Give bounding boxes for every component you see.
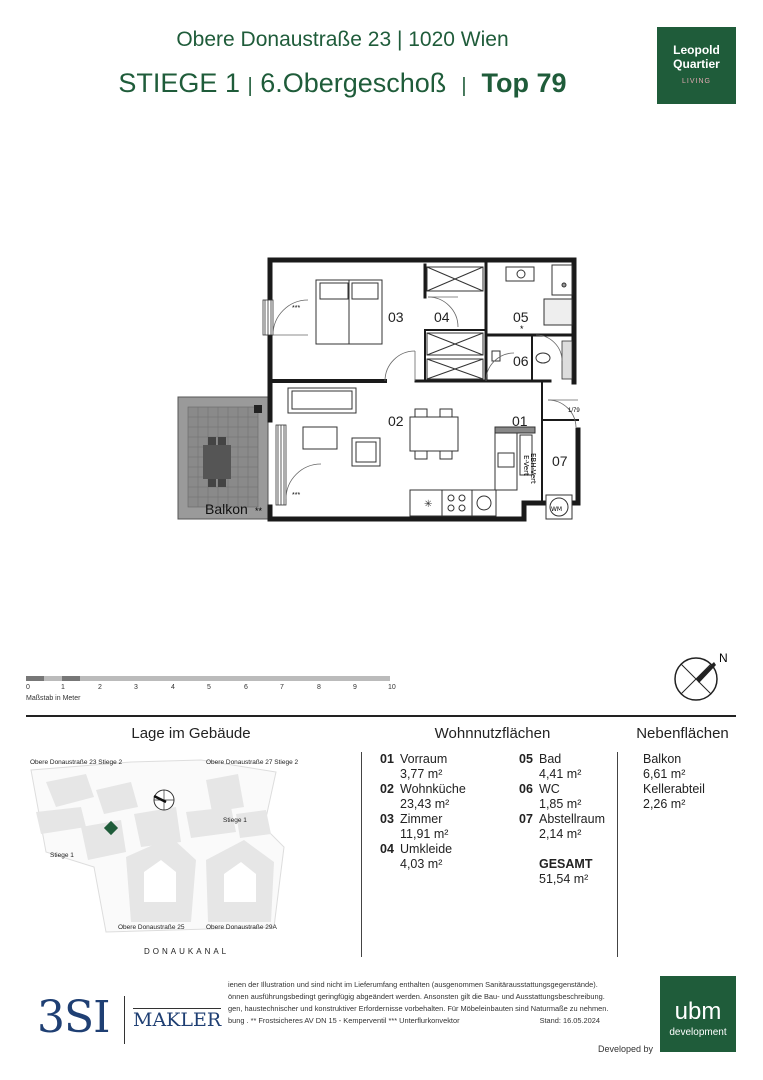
disclaimer-line	[228, 1015, 608, 1027]
neben-name: Balkon	[643, 752, 682, 766]
disclaimer-line: ienen der Illustration und sind nicht im Lieferumfang enthalten (ausgenommen Sanitärausstattungsgegenstände).	[228, 980, 598, 989]
konvektor-mark: ***	[292, 492, 301, 499]
site-label-canal: DONAUKANAL	[144, 947, 230, 956]
area-value: 1,85 m²	[539, 797, 582, 811]
site-label: Stiege 1	[50, 852, 74, 859]
total-value: 51,54 m²	[539, 872, 589, 886]
area-item	[519, 782, 581, 812]
scale-label: Maßstab in Meter	[26, 695, 81, 702]
makler-logo-text: MAKLER	[133, 1009, 222, 1031]
scale-tick: 0	[26, 684, 30, 691]
site-label: Stiege 1	[223, 817, 247, 824]
ubm-logo-subtext: development	[669, 1027, 727, 1038]
disclaimer-line: gen, haustechnischer und konstruktiver Erfordernisse vorbehalten. Für Möbeleinbauten sind Naturmaße zu nehmen.	[228, 1004, 608, 1013]
room-number-05: 05	[513, 309, 529, 325]
scale-tick: 1	[61, 684, 65, 691]
scale-tick: 2	[98, 684, 102, 691]
area-value: 11,91 m²	[400, 827, 449, 841]
footer-disclaimer	[228, 979, 608, 1027]
room-number-07: 07	[552, 453, 568, 469]
area-item	[380, 752, 447, 782]
area-value: 23,43 m²	[400, 797, 450, 811]
wohnflaechen-list	[380, 752, 610, 952]
room-number-02: 02	[388, 413, 404, 429]
logo-divider	[124, 996, 125, 1044]
area-name: WC	[539, 782, 560, 796]
area-name: Zimmer	[400, 812, 443, 826]
area-value: 3,77 m²	[400, 767, 443, 781]
site-label: Obere Donaustraße 27 Stiege 2	[206, 759, 299, 766]
scale-tick: 9	[353, 684, 357, 691]
neben-name: Kellerabteil	[643, 782, 705, 796]
area-value: 2,14 m²	[539, 827, 582, 841]
header-separator: |	[247, 75, 253, 97]
area-name: Vorraum	[400, 752, 448, 766]
area-num: 01	[380, 752, 394, 766]
konvektor-mark: ***	[292, 305, 301, 312]
area-name: Umkleide	[400, 842, 453, 856]
developed-by-label: Developed by	[598, 1044, 654, 1054]
neben-value: 2,26 m²	[643, 797, 686, 811]
column-separator	[361, 752, 362, 957]
header-separator: |	[461, 75, 467, 97]
total-label: GESAMT	[539, 857, 593, 871]
scale-tick: 5	[207, 684, 211, 691]
area-num: 02	[380, 782, 394, 796]
area-total	[539, 857, 592, 887]
ebh-label: E-Vert	[522, 455, 530, 476]
room-number-01: 01	[512, 413, 528, 429]
header-floor: 6.Obergeschoß	[260, 68, 447, 98]
bad-mark: *	[520, 324, 524, 334]
balkon-label: Balkon	[205, 501, 248, 517]
lage-title: Lage im Gebäude	[131, 725, 251, 742]
3si-logo: 3SI	[37, 992, 110, 1043]
door-code: 1/79	[568, 408, 580, 414]
area-value: 4,41 m²	[539, 767, 582, 781]
column-separator	[617, 752, 618, 957]
header-top-number: Top 79	[481, 68, 567, 98]
area-name: Bad	[539, 752, 562, 766]
section-divider	[26, 715, 736, 717]
nebenflaechen-list	[643, 752, 705, 812]
disclaimer-line: önnen ausführungsbedingt geringfügig abgeändert werden. Ansonsten gilt die Bau- und Ausstattungsbeschreibung.	[228, 992, 605, 1001]
area-value: 4,03 m²	[400, 857, 443, 871]
area-num: 06	[519, 782, 533, 796]
area-item	[380, 842, 452, 872]
site-label: Obere Donaustraße 23 Stiege 2	[30, 759, 123, 766]
wohnflaechen-title: Wohnnutzflächen	[434, 725, 551, 742]
area-item	[380, 782, 466, 812]
area-item	[380, 812, 448, 842]
header-unit	[0, 68, 685, 99]
scale-tick: 3	[134, 684, 138, 691]
ebh-label: EBH-Vert	[529, 453, 537, 484]
area-num: 05	[519, 752, 533, 766]
header-stiege: STIEGE 1	[118, 68, 240, 98]
disclaimer-text: bung . ** Frostsicheres AV DN 15 - Kemperventil *** Unterflurkonvektor	[228, 1016, 460, 1025]
area-item	[519, 812, 605, 842]
scale-bar	[26, 676, 396, 706]
balkon-mark: **	[255, 506, 263, 516]
compass-icon	[672, 652, 734, 702]
room-number-06: 06	[513, 353, 529, 369]
room-number-04: 04	[434, 309, 450, 325]
stand-date: Stand: 16.05.2024	[539, 1016, 600, 1025]
site-map	[26, 752, 356, 962]
ubm-logo-text: ubm	[674, 998, 722, 1025]
nebenflaechen-title: Nebenflächen	[636, 725, 729, 742]
area-num: 04	[380, 842, 394, 856]
neben-value: 6,61 m²	[643, 767, 686, 781]
area-name: Abstellraum	[539, 812, 605, 826]
floor-plan	[170, 255, 600, 530]
svg-text:✳: ✳	[424, 499, 433, 510]
ubm-logo	[660, 976, 736, 1052]
scale-tick: 6	[244, 684, 248, 691]
area-num: 03	[380, 812, 394, 826]
area-num: 07	[519, 812, 533, 826]
logo-line: Quartier	[673, 57, 720, 71]
room-number-03: 03	[388, 309, 404, 325]
area-item	[519, 752, 581, 782]
scale-tick: 10	[388, 684, 396, 691]
site-label: Obere Donaustraße 29A	[206, 924, 277, 931]
scale-tick: 4	[171, 684, 175, 691]
scale-tick: 7	[280, 684, 284, 691]
logo-line: LIVING	[682, 78, 711, 85]
scale-tick: 8	[317, 684, 321, 691]
area-name: Wohnküche	[400, 782, 466, 796]
compass-north: N	[719, 652, 728, 665]
site-label: Obere Donaustraße 25	[118, 924, 185, 931]
leopold-quartier-logo	[657, 27, 736, 104]
washing-machine-label: WM	[551, 506, 563, 513]
logo-line: Leopold	[673, 43, 720, 57]
header-address: Obere Donaustraße 23 | 1020 Wien	[176, 28, 509, 51]
